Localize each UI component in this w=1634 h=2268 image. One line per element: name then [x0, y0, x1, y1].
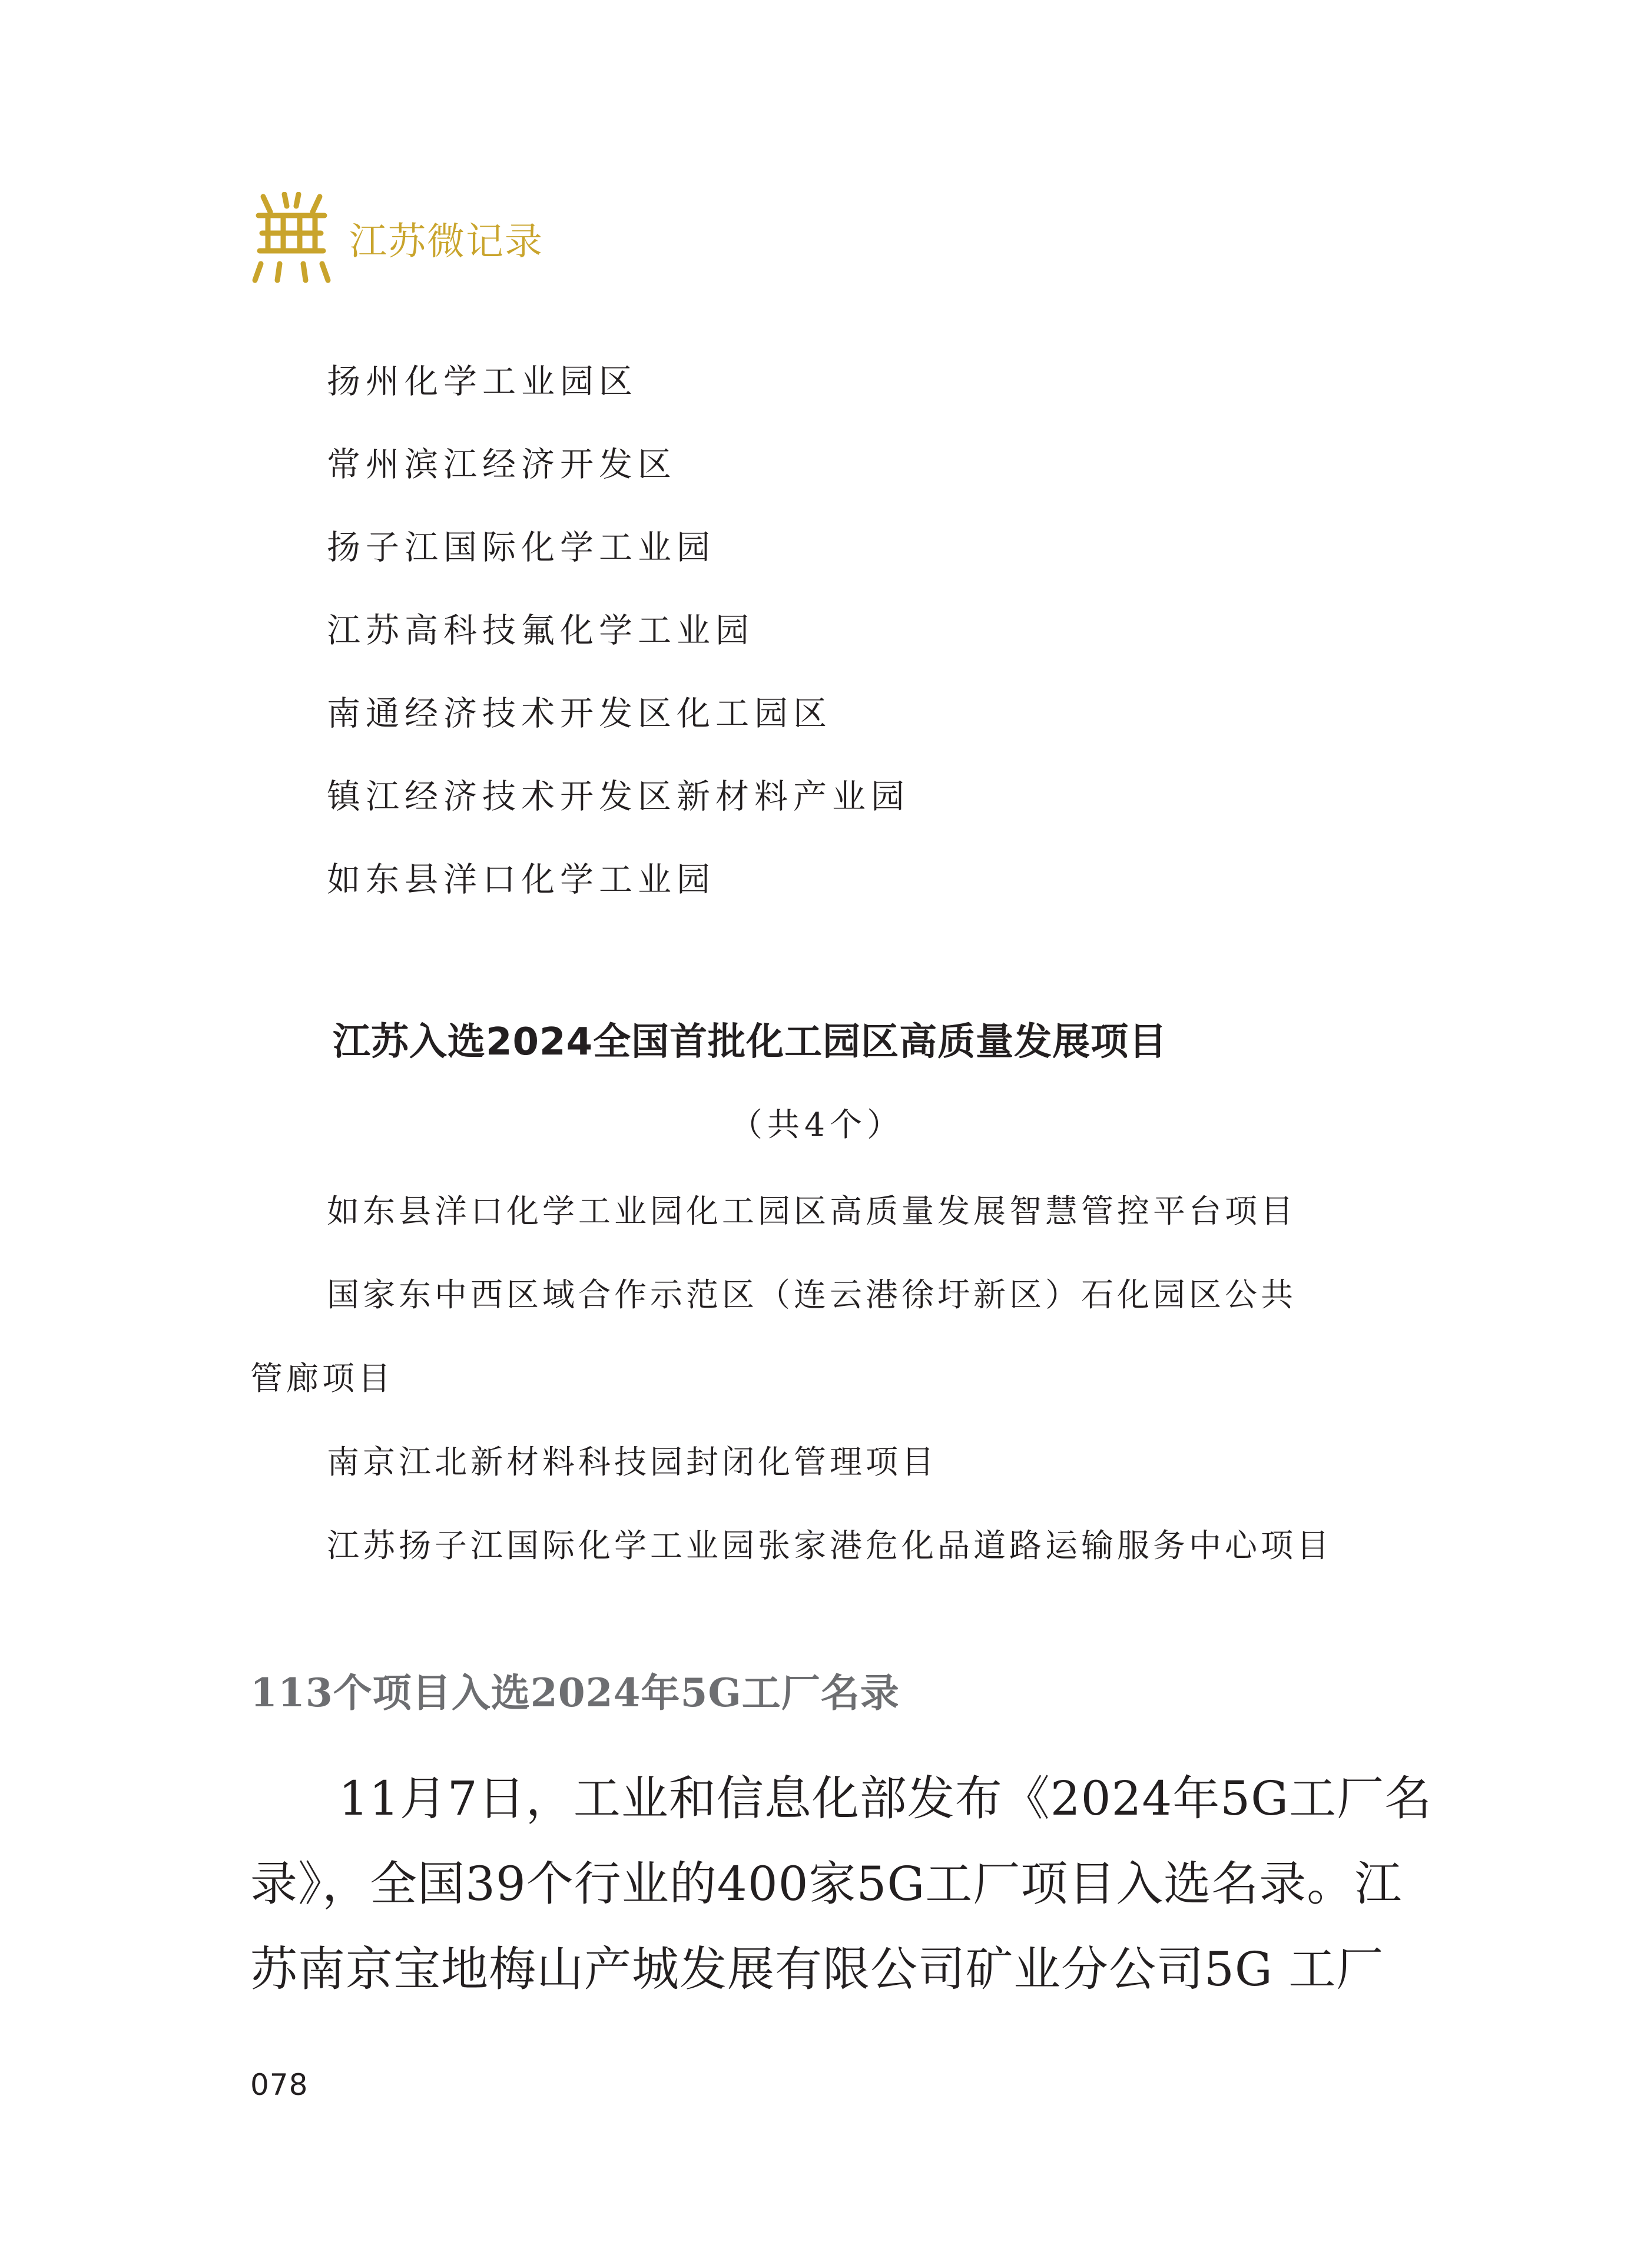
list-item: 扬子江国际化学工业园 [327, 528, 715, 567]
list-item: 镇江经济技术开发区新材料产业园 [327, 777, 910, 816]
logo-icon [250, 192, 333, 285]
page-header [250, 191, 543, 286]
paragraph-line: 苏南京宝地梅山产城发展有限公司矿业分公司5G 工厂 [250, 1942, 1384, 1997]
list-item: 江苏高科技氟化学工业园 [327, 611, 754, 650]
list-item: 扬州化学工业园区 [327, 362, 638, 401]
page-number: 078 [250, 2068, 309, 2102]
header-title: 江苏微记录 [349, 220, 543, 264]
project-item: 南京江北新材料科技园封闭化管理项目 [327, 1443, 938, 1481]
project-item: 江苏扬子江国际化学工业园张家港危化品道路运输服务中心项目 [327, 1527, 1333, 1564]
paragraph-line: 11月7日，工业和信息化部发布《2024年5G工厂名 [339, 1771, 1433, 1826]
section-title: 江苏入选2024全国首批化工园区高质量发展项目 [333, 1020, 1168, 1064]
project-item: 国家东中西区域合作示范区（连云港徐圩新区）石化园区公共 [327, 1276, 1297, 1314]
paragraph-line: 录》，全国39个行业的400家5G工厂项目入选名录。江 [250, 1856, 1403, 1911]
list-item: 南通经济技术开发区化工园区 [327, 694, 832, 733]
list-item: 常州滨江经济开发区 [327, 445, 677, 484]
project-item: 如东县洋口化学工业园化工园区高质量发展智慧管控平台项目 [327, 1192, 1297, 1230]
article-heading: 113个项目入选2024年5G工厂名录 [250, 1670, 900, 1716]
section-subtitle: （共4个） [730, 1106, 904, 1143]
chemical-parks-list [327, 352, 910, 933]
project-item-continued: 管廊项目 [250, 1360, 395, 1397]
list-item: 如东县洋口化学工业园 [327, 860, 715, 899]
